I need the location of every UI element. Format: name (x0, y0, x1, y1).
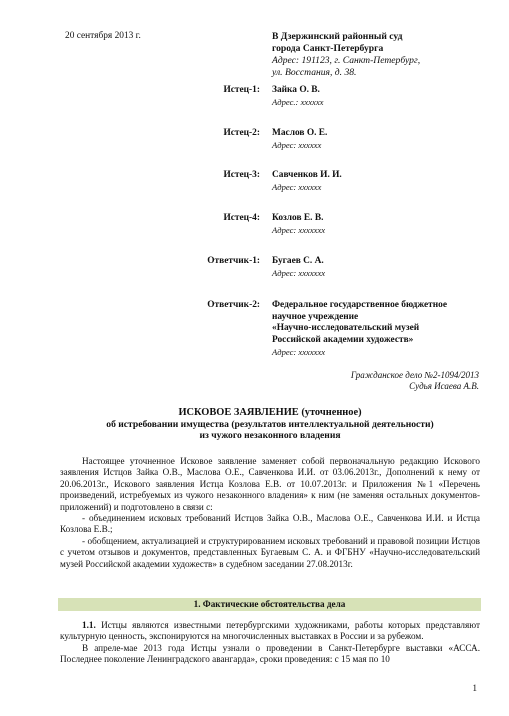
party-name: Козлов Е. В. (272, 213, 324, 223)
party-role: Истец-4: (223, 213, 260, 223)
court-block (272, 31, 420, 79)
party-address: Адрес.: хххххх (272, 97, 324, 107)
page-number: 1 (472, 684, 477, 694)
party-address: Адрес: хххххх (272, 140, 322, 150)
party-name-line-4: Российской академии художеств» (272, 334, 414, 345)
intro-bullet-1: - объединением исковых требований Истцов Зайка О.В., Маслова О.Е., Савченкова И.И. и Истца Козлова Е.В.; (60, 513, 480, 535)
party-address: Адрес: ххххххх (272, 347, 326, 357)
party-role: Ответчик-1: (207, 256, 260, 266)
party-role: Истец-3: (223, 170, 260, 180)
title-subtitle-2: из чужого незаконного владения (199, 430, 341, 441)
party-name (272, 300, 482, 346)
party-address: Адрес: ххххххх (272, 225, 326, 235)
party-name: Маслов О. Е. (272, 128, 328, 138)
party-name-line-2: научное учреждение (272, 311, 359, 322)
intro-paragraph: Настоящее уточненное Исковое заявление заменяет собой первоначальную редакцию Искового заявления Истцов Зайка О.В., Маслова О.Е., Савченкова И.И. от 03.06.2013г., Дополнений к нему от 20.06.2013г., Искового заявления Истца Козлова Е.В. от 10.07.2013г. и Приложения №1 «Перечень произведений, истребуемых из чужого незаконного владения» к ним (не заменяя остальных документов-приложений) и подготовлено в связи с: (60, 456, 480, 512)
intro-bullet-2: - обобщением, актуализацией и структурированием исковых требований и правовой позиции Истцов с учетом отзывов и документов, представленных Бугаевым С. А. и ФГБНУ «Научно-исследовательский музей Российской академии художеств» в судебном заседании 27.08.2013г. (60, 535, 480, 569)
facts-paragraph-number: 1.1. (82, 620, 96, 630)
party-name: Савченков И. И. (272, 170, 342, 180)
facts-paragraph-2: В апреле-мае 2013 года Истцы узнали о проведении в Санкт-Петербурге выставки «АССА. Последнее поколение Ленинградского авангарда», сроки проведения: с 15 мая по 10 (60, 642, 480, 665)
title-subtitle-1: об истребовании имущества (результатов интеллектуальной деятельности) (106, 418, 434, 430)
court-address-1: Адрес: 191123, г. Санкт-Петербург, (272, 55, 421, 66)
court-line-1: В Дзержинский районный суд (272, 31, 403, 42)
title-main: ИСКОВОЕ ЗАЯВЛЕНИЕ (уточненное) (178, 407, 362, 418)
intro-text (60, 456, 480, 570)
facts-paragraph-1-text: Истцы являются известными петербургскими художниками, работы которых представляют культурную ценность, экспонируются на многочисленных выставках в России и за рубежом. (60, 620, 481, 642)
document-date: 20 сентября 2013 г. (65, 31, 141, 41)
court-address-2: ул. Восстания, д. 38. (272, 67, 357, 78)
party-role: Ответчик-2: (207, 300, 260, 310)
party-role: Истец-2: (223, 128, 260, 138)
case-judge: Судья Исаева А.В. (409, 381, 479, 391)
party-name-line-1: Федеральное государственное бюджетное (272, 300, 448, 310)
case-info (351, 370, 479, 392)
party-address: Адрес: хххххх (272, 182, 322, 192)
court-line-2: города Санкт-Петербурга (272, 43, 384, 54)
section-heading: 1. Фактические обстоятельства дела (58, 598, 481, 611)
document-title (60, 407, 480, 442)
party-address: Адрес: ххххххх (272, 268, 326, 278)
party-name: Зайка О. В. (272, 85, 320, 95)
facts-paragraph-1 (60, 620, 480, 643)
case-number: Гражданское дело №2-1094/2013 (350, 370, 479, 380)
party-role: Истец-1: (223, 85, 260, 95)
party-name-line-3: «Научно-исследовательский музей (272, 323, 420, 333)
party-name: Бугаев С. А. (272, 256, 324, 266)
facts-text (60, 620, 480, 666)
